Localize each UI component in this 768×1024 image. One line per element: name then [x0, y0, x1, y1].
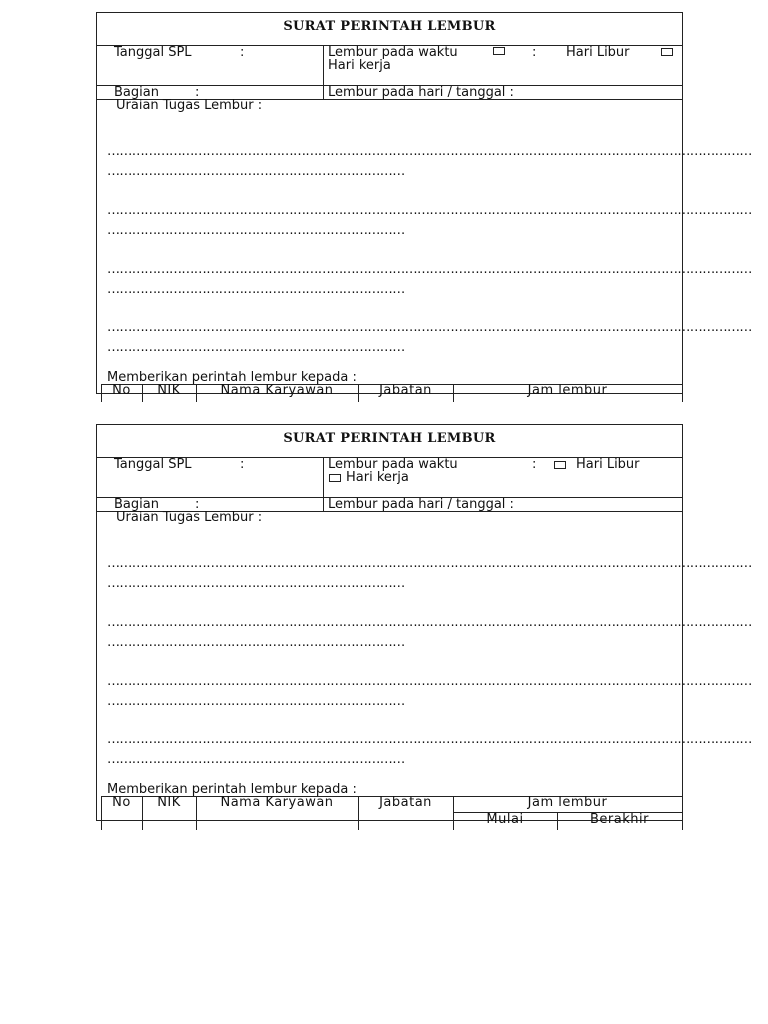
- lembur-waktu-colon: :: [532, 45, 537, 60]
- lembur-hari-label: Lembur pada hari / tanggal :: [328, 497, 514, 512]
- col-header-nik: NIK: [157, 795, 181, 810]
- overtime-form-1: [96, 12, 752, 394]
- hari-kerja-label: Hari kerja: [346, 470, 409, 485]
- form-title: SURAT PERINTAH LEMBUR: [283, 19, 496, 34]
- divider: [323, 457, 324, 512]
- dotted-line[interactable]: …………………………………………………………………………………………………………………………………………: [107, 615, 752, 630]
- divider: [682, 796, 683, 830]
- uraian-tugas-label: Uraian Tugas Lembur :: [116, 510, 263, 525]
- dotted-line[interactable]: …………………………………………………………………………………………………………………………………………: [107, 320, 752, 335]
- tanggal-spl-label: Tanggal SPL: [114, 457, 192, 472]
- divider: [323, 45, 324, 100]
- hari-kerja-label: Hari kerja: [328, 58, 391, 73]
- dotted-line[interactable]: ………………………………………………………………: [107, 635, 405, 650]
- dotted-line[interactable]: ………………………………………………………………: [107, 576, 405, 591]
- dotted-line[interactable]: …………………………………………………………………………………………………………………………………………: [107, 144, 752, 159]
- col-header-mulai: Mulai: [486, 812, 524, 827]
- form-title: SURAT PERINTAH LEMBUR: [283, 431, 496, 446]
- col-header-nama: Nama Karyawan: [220, 383, 334, 398]
- col-header-nik: NIK: [157, 383, 181, 398]
- lembur-waktu-colon: :: [532, 457, 537, 472]
- hari-libur-label: Hari Libur: [566, 45, 630, 60]
- dotted-line[interactable]: ………………………………………………………………: [107, 223, 405, 238]
- col-header-jam-lembur: Jam lembur: [527, 795, 608, 810]
- divider: [682, 384, 683, 402]
- memberikan-label: Memberikan perintah lembur kepada :: [107, 782, 357, 797]
- col-header-jabatan: Jabatan: [379, 383, 432, 398]
- dotted-line[interactable]: …………………………………………………………………………………………………………………………………………: [107, 556, 752, 571]
- col-header-jabatan: Jabatan: [379, 795, 432, 810]
- uraian-tugas-label: Uraian Tugas Lembur :: [116, 98, 263, 113]
- hari-libur-checkbox[interactable]: [661, 48, 673, 56]
- overtime-form-2: [96, 424, 752, 821]
- hari-libur-checkbox[interactable]: [554, 461, 566, 469]
- tanggal-colon: :: [240, 457, 245, 472]
- col-header-berakhir: Berakhir: [590, 812, 649, 827]
- dotted-line[interactable]: ………………………………………………………………: [107, 164, 405, 179]
- dotted-line[interactable]: …………………………………………………………………………………………………………………………………………: [107, 674, 752, 689]
- col-header-jam-lembur: Jam lembur: [527, 383, 608, 398]
- dotted-line[interactable]: ………………………………………………………………: [107, 752, 405, 767]
- lembur-waktu-label: Lembur pada waktu: [328, 457, 458, 472]
- hari-kerja-checkbox[interactable]: [493, 47, 505, 55]
- dotted-line[interactable]: ………………………………………………………………: [107, 282, 405, 297]
- col-header-nama: Nama Karyawan: [220, 795, 334, 810]
- dotted-line[interactable]: ………………………………………………………………: [107, 694, 405, 709]
- col-header-no: No: [112, 383, 131, 398]
- dotted-line[interactable]: ………………………………………………………………: [107, 340, 405, 355]
- hari-libur-label: Hari Libur: [576, 457, 640, 472]
- tanggal-colon: :: [240, 45, 245, 60]
- lembur-hari-label: Lembur pada hari / tanggal :: [328, 85, 514, 100]
- bagian-label: Bagian: [114, 497, 159, 512]
- tanggal-spl-label: Tanggal SPL: [114, 45, 192, 60]
- dotted-line[interactable]: …………………………………………………………………………………………………………………………………………: [107, 203, 752, 218]
- memberikan-label: Memberikan perintah lembur kepada :: [107, 370, 357, 385]
- staff-table-header: [101, 796, 683, 830]
- dotted-line[interactable]: …………………………………………………………………………………………………………………………………………: [107, 262, 752, 277]
- bagian-colon: :: [195, 497, 200, 512]
- col-header-no: No: [112, 795, 131, 810]
- hari-kerja-checkbox[interactable]: [329, 474, 341, 482]
- dotted-line[interactable]: …………………………………………………………………………………………………………………………………………: [107, 732, 752, 747]
- bagian-label: Bagian: [114, 85, 159, 100]
- bagian-colon: :: [195, 85, 200, 100]
- staff-table-header: [101, 384, 683, 402]
- lembur-waktu-label: Lembur pada waktu: [328, 45, 458, 60]
